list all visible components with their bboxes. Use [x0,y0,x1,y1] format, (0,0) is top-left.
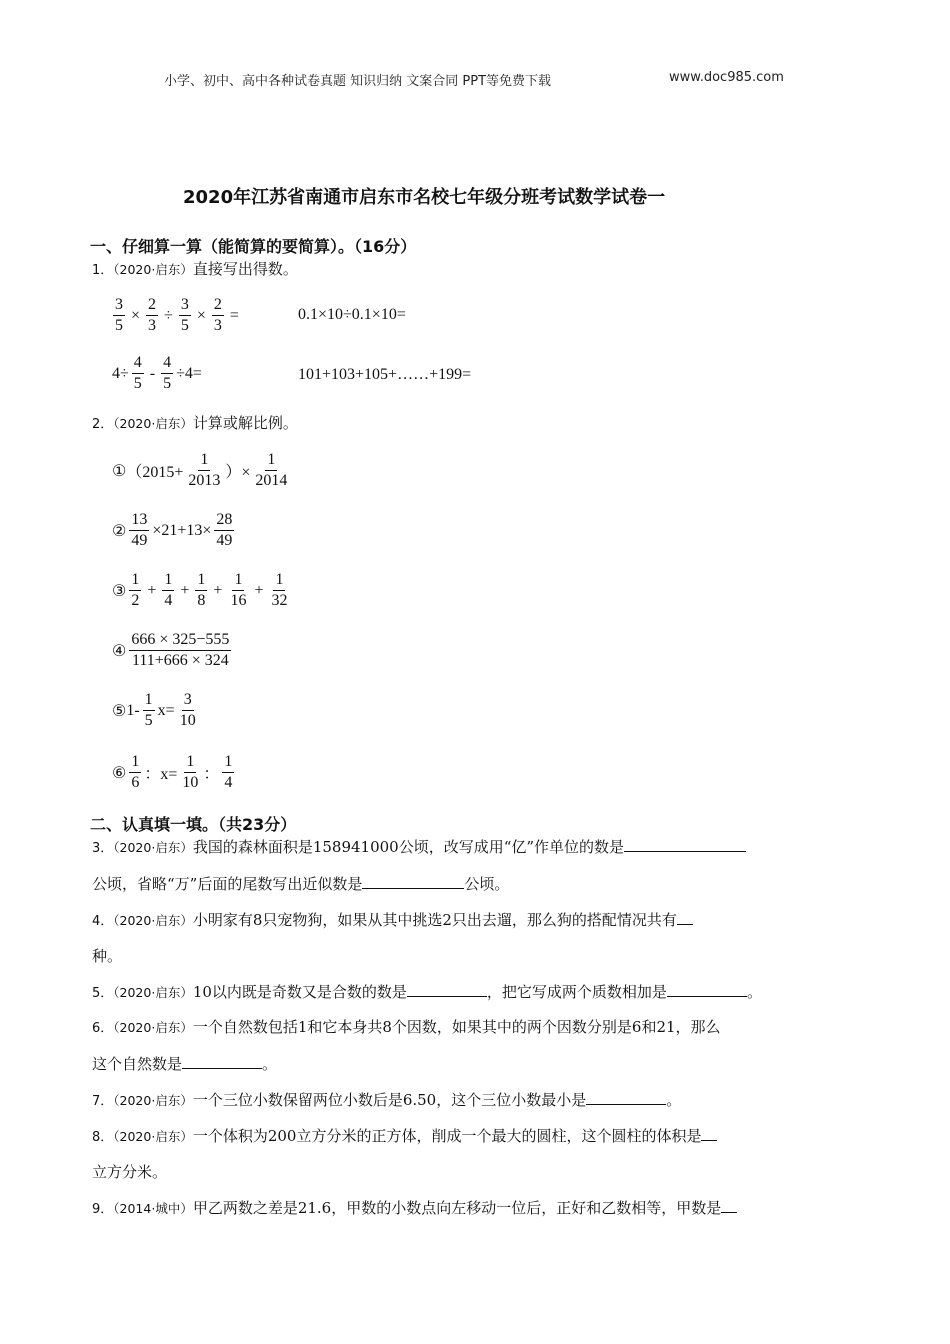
q1-expression-4: 101+103+105+……+199= [298,366,472,383]
question-text: 直接写出得数。 [192,260,298,278]
q1-expression-2: 0.1×10÷0.1×10= [298,306,406,323]
fraction: $\frac{2}{3}$ [213,296,222,334]
question-number: 2． [92,417,114,432]
fraction: $\frac{1}{10}$ [182,753,199,791]
question-source: （2020·启东） [113,416,193,431]
question-4: 4．（2020·启东）小明家有8只宠物狗，如果从其中挑选2只出去遛，那么狗的搭配情况共有 [92,910,693,932]
fraction: $\frac{1}{2}$ [131,571,140,609]
fraction: $\frac{4}{5}$ [133,354,142,392]
fraction: $\frac{3}{10}$ [179,691,196,729]
fraction: $\frac{28}{49}$ [216,511,233,549]
fraction: $\frac{1}{2013}$ [188,451,221,489]
answer-blank[interactable] [362,874,464,889]
fraction: $\frac{3}{5}$ [115,296,123,334]
question-9: 9．（2014·城中）甲乙两数之差是21.6，甲数的小数点向左移动一位后，正好和乙数相等，甲数是 [92,1198,737,1220]
answer-blank[interactable] [624,837,746,852]
question-6-line-2: 这个自然数是 。 [92,1055,278,1073]
fraction: $\frac{1}{2014}$ [255,451,288,489]
q2-problem-4: ④ $\frac{666 \times 325-555}{111+666 \times 324}$ [112,631,230,669]
answer-blank[interactable] [677,910,693,925]
fraction: $\frac{1}{4}$ [164,571,173,609]
fraction: $\frac{1}{6}$ [131,753,140,791]
section-heading-2: 二、认真填一填。（共23分） [90,815,297,834]
answer-blank[interactable] [721,1198,737,1213]
answer-blank[interactable] [182,1054,262,1069]
q2-problem-2: ② $\frac{13}{49}$ ×21+13× $\frac{28}{49}$ [112,511,233,549]
question-number: 1． [92,263,114,278]
fraction: $\frac{4}{5}$ [163,354,172,392]
fraction: $\frac{1}{16}$ [230,571,247,609]
question-text: 计算或解比例。 [192,414,298,432]
page-title: 2020年江苏省南通市启东市名校七年级分班考试数学试卷一 [183,187,666,208]
question-8: 8．（2020·启东）一个体积为200立方分米的正方体，削成一个最大的圆柱，这个圆柱的体积是 [92,1126,717,1148]
answer-blank[interactable] [586,1090,666,1105]
q2-problem-3: ③ $\frac{1}{2}$ + $\frac{1}{4}$ + $\frac{1}{8}$ + $\frac{1}{16}$ + $\frac{1}{32}$ [112,571,288,609]
fraction: $\frac{13}{49}$ [131,511,148,549]
fraction: $\frac{1}{32}$ [271,571,288,609]
fraction: $\frac{1}{5}$ [144,691,153,729]
question-3-line-2: 公顷，省略“万”后面的尾数写出近似数是 公顷。 [92,875,510,893]
header-site-link[interactable]: www.doc985.com [669,70,784,85]
question-7: 7．（2020·启东）一个三位小数保留两位小数后是6.50，这个三位小数最小是 。 [92,1091,682,1109]
section-heading-1: 一、仔细算一算（能简算的要简算）。（16分） [90,237,417,256]
fraction: $\frac{1}{4}$ [224,753,233,791]
question-8-line-2: 立方分米。 [92,1163,168,1181]
fraction: $\frac{2}{3}$ [148,296,157,334]
q1-expression-3: 4÷ $\frac{4}{5}$ - $\frac{4}{5}$ ÷4= [112,354,202,392]
question-1 [92,259,298,281]
question-2 [92,413,298,435]
question-4-line-2: 种。 [92,947,123,965]
question-5: 5．（2020·启东）10以内既是奇数又是合数的数是 ，把它写成两个质数相加是 。 [92,983,762,1001]
fraction: $\frac{3}{5}$ [180,296,189,334]
question-6: 6．（2020·启东）一个自然数包括1和它本身共8个因数，如果其中的两个因数分别是6和21，那么 [92,1018,721,1036]
answer-blank[interactable] [701,1126,717,1141]
answer-blank[interactable] [667,982,747,997]
q2-problem-6: ⑥ $\frac{1}{6}$ ：x= $\frac{1}{10}$ ： $\frac{1}{4}$ [112,753,233,791]
q2-problem-1: ① （2015+ $\frac{1}{2013}$ ）× $\frac{1}{2014}$ [112,451,288,489]
question-3: 3．（2020·启东）我国的森林面积是158941000公顷，改写成用“亿”作单位的数是 [92,837,746,859]
header-tagline: 小学、初中、高中各种试卷真题 知识归纳 文案合同 PPT等免费下载 [164,74,552,89]
q2-problem-5: ⑤ 1- $\frac{1}{5}$ x= $\frac{3}{10}$ [112,691,196,729]
answer-blank[interactable] [407,982,487,997]
question-source: （2020·启东） [113,262,193,277]
fraction: $\frac{1}{8}$ [197,571,206,609]
q1-expression-1: $\frac{3}{5}$ × $\frac{2}{3}$ ÷ $\frac{3}{5}$ × $\frac{2}{3}$ = [115,296,239,334]
fraction: $\frac{666 \times 325-555}{111+666 \times 324}$ [131,631,230,669]
